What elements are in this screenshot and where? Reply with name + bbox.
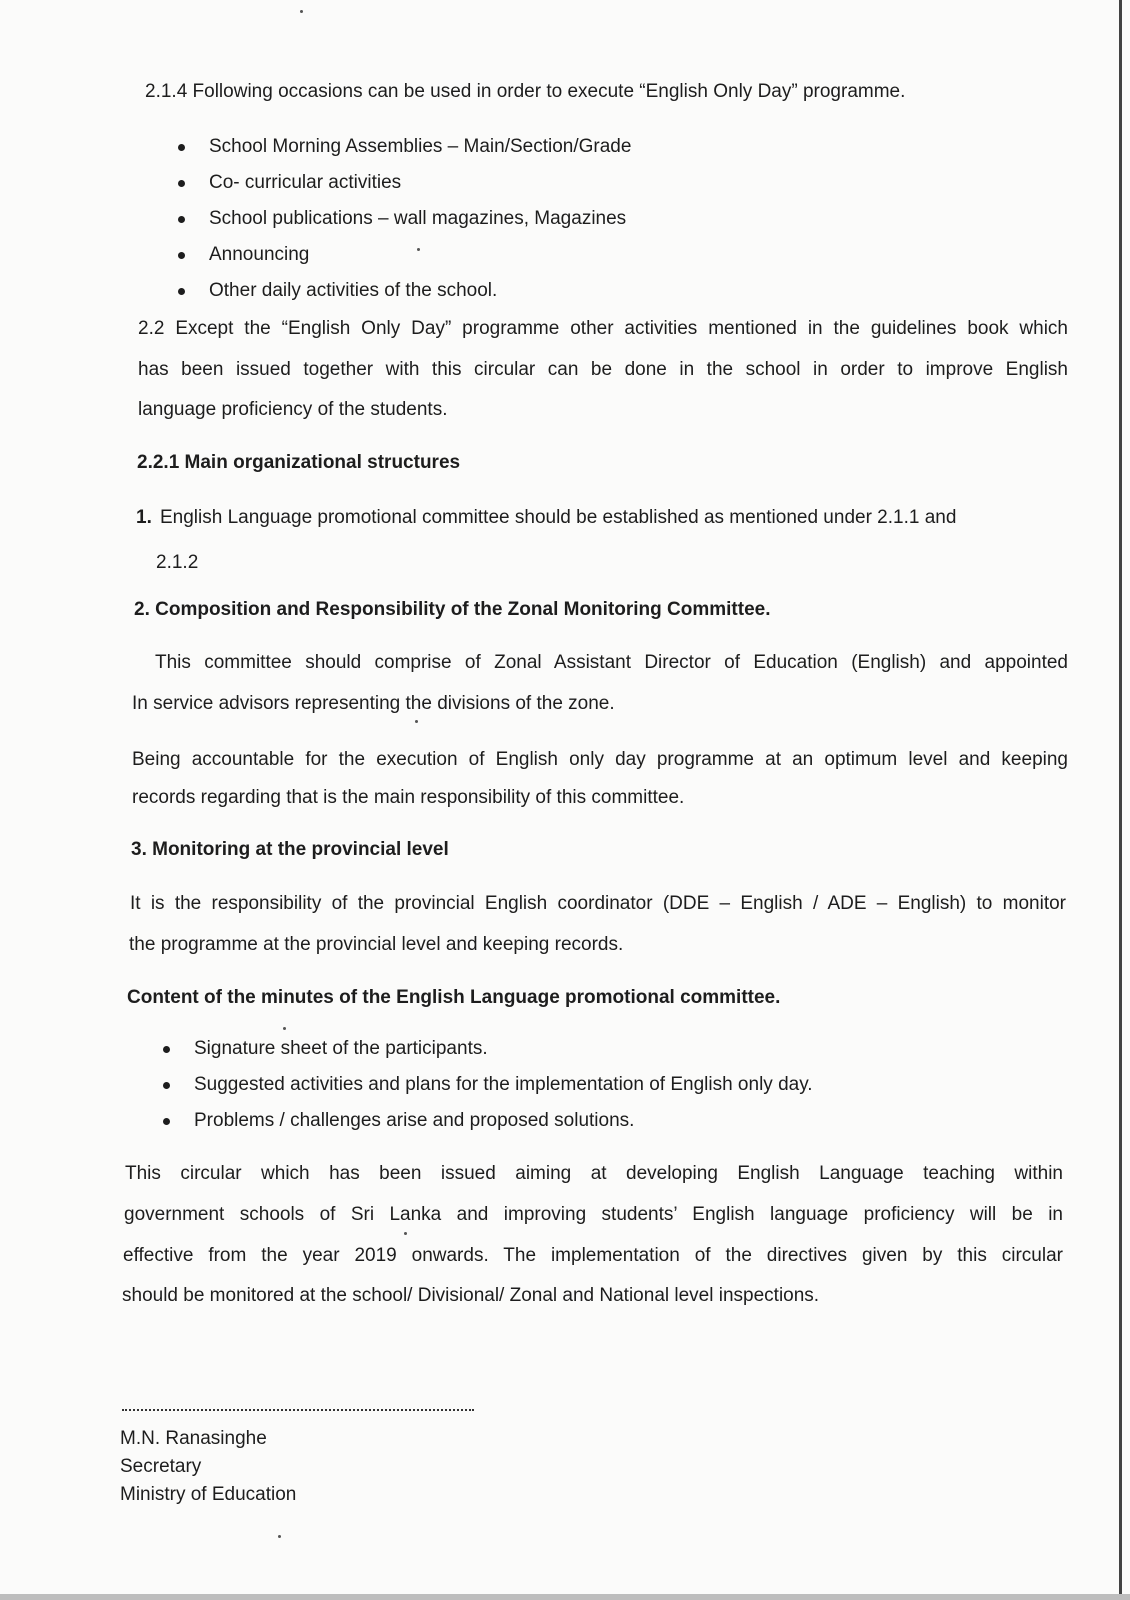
closing-line: government schools of Sri Lanka and improving students’ English language proficiency will be in xyxy=(124,1204,1063,1225)
scan-speck xyxy=(278,1535,281,1538)
item-1-text: English Language promotional committee should be established as mentioned under 2.1.1 and xyxy=(160,507,957,528)
signatory-title: Secretary xyxy=(120,1456,202,1477)
scan-speck xyxy=(404,1232,407,1235)
section-2-2-line: 2.2 Except the “English Only Day” programme other activities mentioned in the guidelines book which xyxy=(138,318,1068,339)
bullet-icon xyxy=(178,144,185,151)
closing-line: effective from the year 2019 onwards. The implementation of the directives given by this circular xyxy=(123,1245,1063,1266)
list-item: Other daily activities of the school. xyxy=(209,280,498,301)
signatory-organization: Ministry of Education xyxy=(120,1484,297,1505)
bullet-icon xyxy=(178,288,185,295)
list-item: School publications – wall magazines, Magazines xyxy=(209,208,627,229)
bullet-icon xyxy=(178,252,185,259)
list-item: Suggested activities and plans for the implementation of English only day. xyxy=(194,1074,813,1095)
item-1-number: 1. xyxy=(136,507,152,528)
item-1-continuation: 2.1.2 xyxy=(156,552,199,573)
item-3-heading: 3. Monitoring at the provincial level xyxy=(131,839,449,860)
section-2-1-4-heading: 2.1.4 Following occasions can be used in order to execute “English Only Day” programme. xyxy=(145,81,906,102)
item-3-para-line: It is the responsibility of the provincial English coordinator (DDE – English / ADE – English) to monitor xyxy=(130,893,1066,914)
bullet-icon xyxy=(178,180,185,187)
item-2-para1-line: This committee should comprise of Zonal Assistant Director of Education (English) and appointed xyxy=(155,652,1068,673)
item-2-para2-line: records regarding that is the main responsibility of this committee. xyxy=(132,787,685,808)
item-2-para2-line: Being accountable for the execution of English only day programme at an optimum level and keeping xyxy=(132,749,1068,770)
list-item: Problems / challenges arise and proposed solutions. xyxy=(194,1110,635,1131)
bullet-icon xyxy=(178,216,185,223)
section-2-2-line: language proficiency of the students. xyxy=(138,399,448,420)
item-3-para-line: the programme at the provincial level and keeping records. xyxy=(129,934,624,955)
bullet-icon xyxy=(163,1046,170,1053)
signatory-name: M.N. Ranasinghe xyxy=(120,1428,267,1449)
section-2-2-line: has been issued together with this circular can be done in the school in order to improve English xyxy=(138,359,1068,380)
scan-speck xyxy=(283,1027,286,1030)
signature-line xyxy=(122,1409,474,1411)
list-item: Co- curricular activities xyxy=(209,172,402,193)
scan-speck xyxy=(300,10,303,13)
scan-edge-right xyxy=(1119,0,1122,1600)
section-2-2-1-heading: 2.2.1 Main organizational structures xyxy=(137,452,461,473)
closing-line: should be monitored at the school/ Divisional/ Zonal and National level inspections. xyxy=(122,1285,820,1306)
bullet-icon xyxy=(163,1082,170,1089)
minutes-heading: Content of the minutes of the English Language promotional committee. xyxy=(127,987,781,1008)
list-item: Announcing xyxy=(209,244,310,265)
scan-speck xyxy=(415,720,418,723)
scan-speck xyxy=(417,248,420,251)
list-item: Signature sheet of the participants. xyxy=(194,1038,488,1059)
scan-edge-bottom xyxy=(0,1594,1130,1600)
item-2-heading: 2. Composition and Responsibility of the Zonal Monitoring Committee. xyxy=(134,599,771,620)
list-item: School Morning Assemblies – Main/Section/Grade xyxy=(209,136,632,157)
closing-line: This circular which has been issued aiming at developing English Language teaching within xyxy=(125,1163,1063,1184)
bullet-icon xyxy=(163,1118,170,1125)
item-2-para1-line: In service advisors representing the divisions of the zone. xyxy=(132,693,615,714)
